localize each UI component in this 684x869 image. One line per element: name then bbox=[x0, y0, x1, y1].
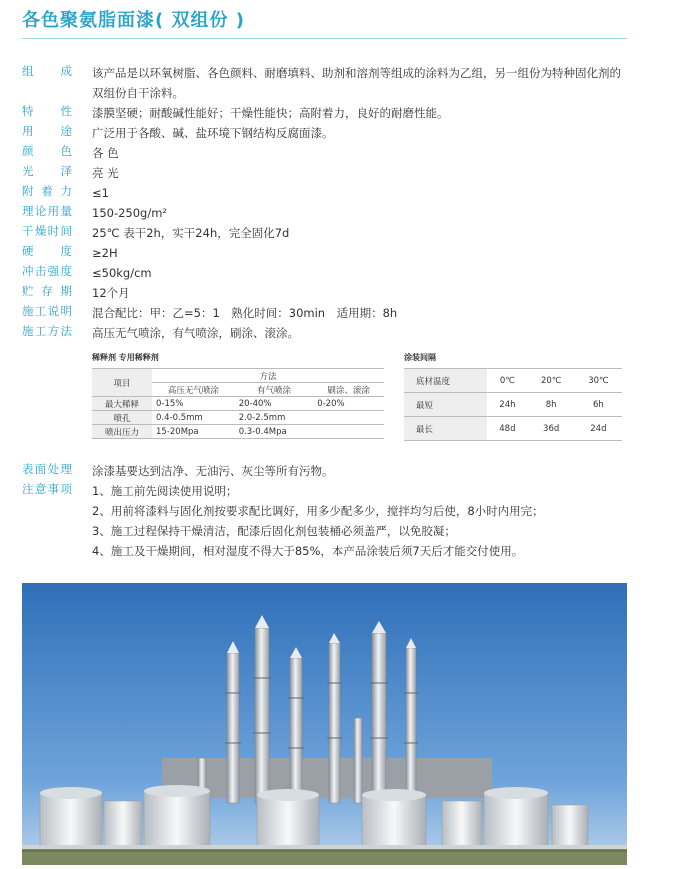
spec-label: 组 成 bbox=[22, 64, 72, 78]
table-cell: 0-15% bbox=[152, 397, 235, 411]
table-row bbox=[92, 425, 384, 439]
spec-row-composition bbox=[22, 63, 642, 103]
dilution-table-caption: 稀释剂 专用稀释剂 bbox=[92, 353, 159, 362]
table-cell: 最短 bbox=[404, 393, 487, 417]
table-cell: 0.4-0.5mm bbox=[152, 411, 235, 425]
spec-value: 涂漆基要达到洁净、无油污、灰尘等所有污物。 bbox=[92, 464, 334, 478]
list-item: 3、施工过程保持干燥清洁，配漆后固化剂包装桶必须盖严，以免胶凝； bbox=[92, 524, 456, 538]
table-row bbox=[92, 397, 384, 411]
page-title: 各色聚氨脂面漆( 双组份 ) bbox=[22, 10, 245, 31]
table-row bbox=[92, 369, 384, 383]
notes-list bbox=[92, 481, 632, 561]
table-cell: 喷出压力 bbox=[92, 425, 152, 439]
spec-label: 理论用量 bbox=[22, 204, 72, 218]
spec-value: 漆膜坚硬；耐酸碱性能好；干燥性能快；高附着力，良好的耐磨性能。 bbox=[92, 106, 449, 120]
spec-value: 25℃ 表干2h，实干24h，完全固化7d bbox=[92, 226, 290, 240]
dilution-table bbox=[92, 368, 384, 439]
table-header-cell: 项目 bbox=[92, 369, 152, 397]
spec-label: 施工说明 bbox=[22, 304, 72, 318]
table-header-cell: 20℃ bbox=[528, 369, 575, 393]
spec-value: ≥2H bbox=[92, 246, 118, 260]
spec-value: 广泛用于各酸、碱、盐环境下钢结构反腐面漆。 bbox=[92, 126, 334, 140]
factory-photo bbox=[22, 583, 627, 865]
table-cell: 24h bbox=[487, 393, 527, 417]
spec-value: 各 色 bbox=[92, 146, 119, 160]
spec-label: 施工方法 bbox=[22, 324, 72, 338]
spec-value: 混合配比：甲：乙=5：1 熟化时间：30min 适用期：8h bbox=[92, 306, 398, 320]
table-row bbox=[404, 369, 622, 393]
spec-value: 亮 光 bbox=[92, 166, 119, 180]
list-item: 2、用前将漆料与固化剂按要求配比调好，用多少配多少，搅拌均匀后使，8小时内用完； bbox=[92, 504, 544, 518]
table-cell bbox=[313, 425, 384, 439]
interval-table-caption: 涂装间隔 bbox=[404, 353, 436, 362]
table-cell: 最长 bbox=[404, 417, 487, 441]
table-cell: 20-40% bbox=[235, 397, 314, 411]
table-header-cell: 30℃ bbox=[575, 369, 622, 393]
spec-label: 颜 色 bbox=[22, 144, 72, 158]
table-cell: 15-20Mpa bbox=[152, 425, 235, 439]
table-header-cell: 方法 bbox=[152, 369, 384, 383]
spec-label: 注意事项 bbox=[22, 482, 72, 496]
table-row bbox=[404, 393, 622, 417]
table-cell: 8h bbox=[528, 393, 575, 417]
table-cell: 最大稀释 bbox=[92, 397, 152, 411]
table-row bbox=[404, 417, 622, 441]
table-cell: 0.3-0.4Mpa bbox=[235, 425, 314, 439]
table-cell bbox=[313, 411, 384, 425]
spec-value: 高压无气喷涂，有气喷涂，刷涂、滚涂。 bbox=[92, 326, 299, 340]
table-header-cell: 0℃ bbox=[487, 369, 527, 393]
list-item: 1、施工前先阅读使用说明； bbox=[92, 484, 238, 498]
spec-label: 特 性 bbox=[22, 104, 72, 118]
spec-value: 12个月 bbox=[92, 286, 130, 300]
table-header-cell: 刷涂、滚涂 bbox=[313, 383, 384, 397]
table-cell: 0-20% bbox=[313, 397, 384, 411]
spec-label: 干燥时间 bbox=[22, 224, 72, 238]
table-cell: 48d bbox=[487, 417, 527, 441]
spec-label: 硬 度 bbox=[22, 244, 72, 258]
spec-value: ≤50kg/cm bbox=[92, 266, 152, 280]
factory-illustration bbox=[22, 583, 627, 865]
spec-value: ≤1 bbox=[92, 186, 109, 200]
list-item: 4、施工及干燥期间，相对湿度不得大于85%，本产品涂装后须7天后才能交付使用。 bbox=[92, 544, 524, 558]
table-row bbox=[92, 411, 384, 425]
table-cell: 24d bbox=[575, 417, 622, 441]
table-header-cell: 底材温度 bbox=[404, 369, 487, 393]
table-cell: 36d bbox=[528, 417, 575, 441]
interval-table bbox=[404, 368, 622, 441]
table-cell: 6h bbox=[575, 393, 622, 417]
notes-section bbox=[22, 481, 642, 561]
spec-label: 用 途 bbox=[22, 124, 72, 138]
title-divider bbox=[22, 38, 627, 39]
spec-label: 贮存期 bbox=[22, 284, 72, 298]
spec-label: 表面处理 bbox=[22, 462, 72, 476]
spec-label: 附着力 bbox=[22, 184, 72, 198]
spec-label: 冲击强度 bbox=[22, 264, 72, 278]
table-cell: 2.0-2.5mm bbox=[235, 411, 314, 425]
spec-label: 光 泽 bbox=[22, 164, 72, 178]
table-header-cell: 有气喷涂 bbox=[235, 383, 314, 397]
table-cell: 喷孔 bbox=[92, 411, 152, 425]
spec-value: 150-250g/m² bbox=[92, 206, 168, 220]
spec-value: 该产品是以环氧树脂、各色颜料、耐磨填料、助剂和溶剂等组成的涂料为乙组，另一组份为特种固化剂的双组份自干涂料。 bbox=[92, 66, 621, 100]
table-header-cell: 高压无气喷涂 bbox=[152, 383, 235, 397]
